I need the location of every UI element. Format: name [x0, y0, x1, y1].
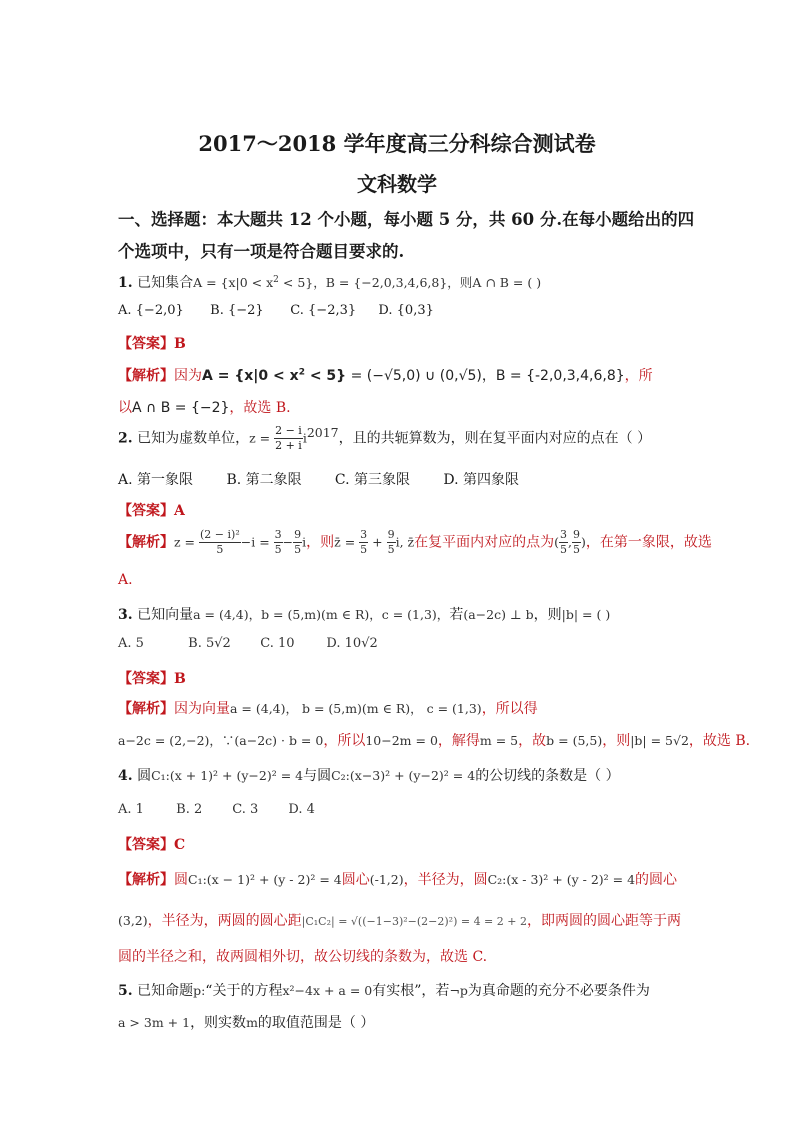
- question-2-analysis-line1: 【解析】z = $\frac{\text{(2 − i)²}}{5}$ −i = $\frac{3}{5}$ − $\frac{9}{5}$ i，则z̄ = $\frac{3}{5}$ + $\frac{9}{5}$ i, z̄在复平面内对应的点为( $\frac{3}{5}$ , $\frac{9}{5}$ )，在第一象限，故选: [118, 528, 712, 556]
- option-d: D. {0,3}: [378, 303, 434, 318]
- question-4-stem: 4. 圆C₁:(x + 1)² + (y−2)² = 4与圆C₂:(x−3)² + (y−2)² = 4的公切线的条数是（ ）: [118, 768, 620, 784]
- question-4-analysis-line1: 【解析】圆C₁:(x − 1)² + (y ‑ 2)² = 4圆心(‑1,2)，半径为，圆C₂:(x ‑ 3)² + (y ‑ 2)² = 4的圆心: [118, 872, 678, 888]
- option-c: C. {−2,3}: [290, 303, 357, 318]
- question-4-analysis-line3: 圆的半径之和，故两圆相外切，故公切线的条数为，故选 C.: [118, 949, 488, 965]
- option-b: B. {−2}: [210, 303, 264, 318]
- section-heading-line2: 个选项中，只有一项是符合题目要求的.: [118, 242, 405, 261]
- question-3-analysis-line1: 【解析】因为向量a = (4,4)， b = (5,m)(m ∈ R)， c = (1,3)，所以得: [118, 701, 538, 717]
- question-3-answer: 【答案】B: [118, 671, 186, 687]
- question-4-answer: 【答案】C: [118, 837, 186, 853]
- question-3-options: A. 5 B. 5√2 C. 10 D. 10√2: [118, 636, 378, 651]
- question-1-stem: 1. 已知集合$A = \{x|0 < x^2 < 5\}$，B = {−2,0,3,4,6,8}，则A ∩ B = ( ): [118, 274, 542, 291]
- question-1-analysis-line2: 以A ∩ B = {−2}，故选 B.: [118, 400, 291, 416]
- question-4-options: A. 1 B. 2 C. 3 D. 4: [118, 802, 315, 817]
- question-4-analysis-line2: (3,2)，半径为，两圆的圆心距|C₁C₂| = √((−1−3)²−(2−2)²) = 4 = 2 + 2，即两圆的圆心距等于两: [118, 913, 681, 929]
- option-a: A. {−2,0}: [118, 303, 184, 318]
- question-1-options: [118, 303, 434, 318]
- question-5-stem-line2: a > 3m + 1，则实数m的取值范围是（ ）: [118, 1015, 375, 1031]
- question-2-answer: 【答案】A: [118, 503, 185, 519]
- question-2-analysis-line2: A.: [118, 572, 133, 588]
- math-expr: $A = \{x|0 < x^2 < 5\}$，B = {−2,0,3,4,6,8}，则A ∩ B = ( ): [193, 274, 542, 290]
- question-3-analysis-line2: a−2c = (2,−2)，∵(a−2c) · b = 0，所以10−2m = 0，解得m = 5，故b = (5,5)，则|b| = 5√2，故选 B.: [118, 733, 751, 749]
- question-3-stem: 3. 已知向量a = (4,4)，b = (5,m)(m ∈ R)，c = (1,3)，若(a−2c) ⊥ b，则|b| = ( ): [118, 607, 611, 623]
- exam-subtitle: 文科数学: [357, 172, 437, 196]
- question-2-options: A. 第一象限 B. 第二象限 C. 第三象限 D. 第四象限: [118, 472, 519, 488]
- question-1-analysis-line1: 【解析】因为$A = \{x|0 < x^2 < 5\} = (-√5,0)$ ∪ (0,√5)，B = {‑2,0,3,4,6,8}，所: [118, 367, 653, 384]
- question-1-answer: 【答案】B: [118, 336, 186, 352]
- section-heading-line1: 一、选择题：本大题共 12 个小题，每小题 5 分，共 60 分.在每小题给出的四: [118, 210, 695, 229]
- question-5-stem: 5. 已知命题p:“关于的方程x²−4x + a = 0有实根”，若¬p为真命题的充分不必要条件为: [118, 983, 650, 999]
- exam-title: 2017～2018 学年度高三分科综合测试卷: [198, 131, 596, 156]
- question-number: 1.: [118, 275, 133, 291]
- question-2-stem: 2. 已知为虚数单位，z = $\frac{2 - i}{2 + i}$ $i^{2017}$，且的共轭算数为，则在复平面内对应的点在（ ）: [118, 424, 652, 452]
